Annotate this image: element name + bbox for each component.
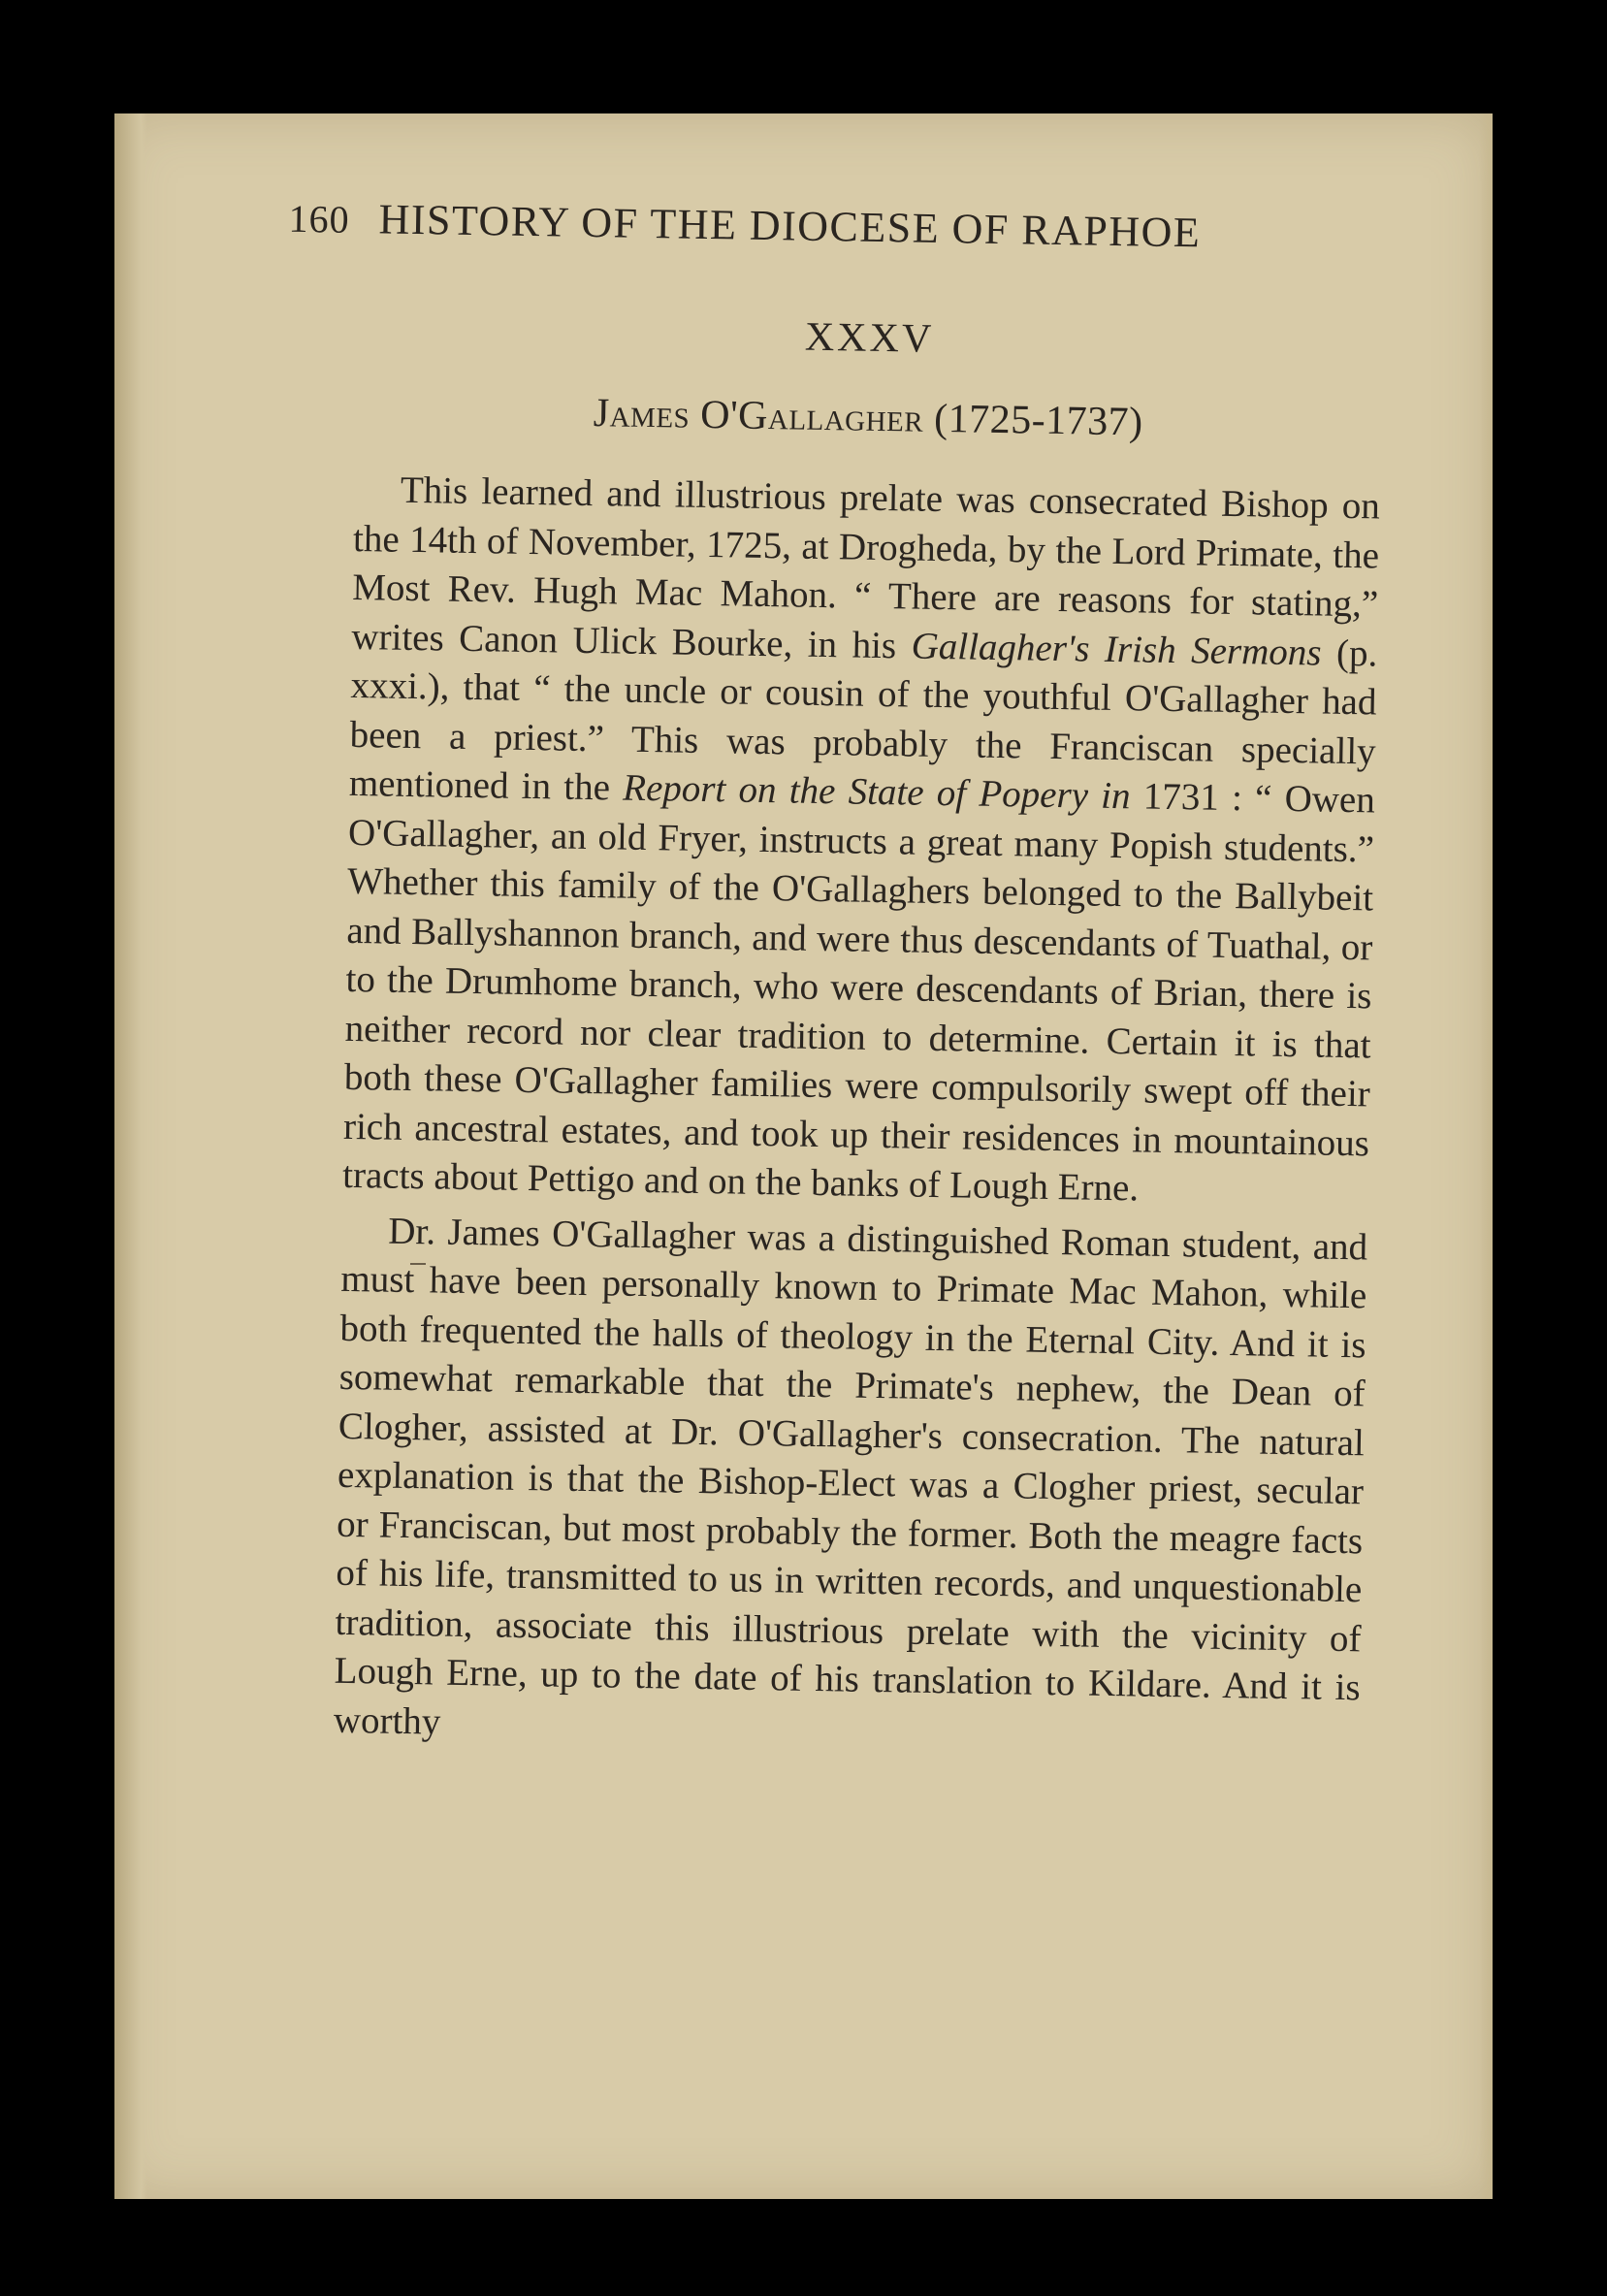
paragraph-1-part-c: (p. xxxi.), that “ the uncle or cousin of the youthful O'Gallagher had been a priest.” This was probably the Franciscan specially mentioned in the — [348, 631, 1378, 809]
page-gutter — [114, 113, 147, 2199]
chapter-number: XXXV — [804, 314, 935, 362]
paragraph-1-part-e: 1731 : “ Owen O'Gallagher, an old Fryer, instructs a great many Popish students.” Whether this family of the O'Gallaghers belonged to the Ballybeit and Ballyshannon branch, and were thus descendants of Tuathal, or to the Drumhome branch, who were descendants of Brian, there is neither record nor clear tradition to determine. Certain it is that both these O'Gallagher families were compulsorily swept off their rich ancestral estates, and took up their residences in mountainous tracts about Pettigo and on the banks of Lough Erne. — [341, 775, 1376, 1210]
body-text — [333, 466, 1380, 1762]
page-content — [288, 194, 1384, 1762]
book-page — [114, 113, 1493, 2199]
chapter-title: James O'Gallagher (1725-1737) — [593, 391, 1144, 445]
running-title: HISTORY OF THE DIOCESE OF RAPHOE — [378, 195, 1202, 257]
paragraph-2: Dr. James O'Gallagher was a distinguished Roman student, and must have been personally known to Primate Mac Mahon, while both frequented the halls of theology in the Eternal City. And it is somewhat remarkable that the Primate's nephew, the Dean of Clogher, assisted at Dr. O'Gallagher's consecration. The natural explanation is that the Bishop-Elect was a Clogher priest, secular or Franciscan, but most probably the former. Both the meagre facts of his life, transmitted to us in written records, and unquestionable tradition, associate this illustrious prelate with the vicinity of Lough Erne, up to the date of his translation to Kildare. And it is worthy — [333, 1210, 1368, 1743]
paragraph-1 — [342, 466, 1380, 1217]
running-head — [288, 194, 1385, 274]
italic-title-sermons: Gallagher's Irish Sermons — [911, 625, 1322, 674]
italic-title-report: Report on the State of Popery in — [622, 766, 1131, 818]
page-edge — [1479, 113, 1493, 2199]
paragraph-1-part-a: This learned and illustrious prelate was consecrated Bishop on the 14th of November, 1725, at Drogheda, by the Lord Primate, the Most Rev. Hugh Mac Mahon. “ There are reasons for stating,” writes Canon Ulick Bourke, in his — [351, 469, 1381, 667]
page-number: 160 — [288, 196, 350, 242]
